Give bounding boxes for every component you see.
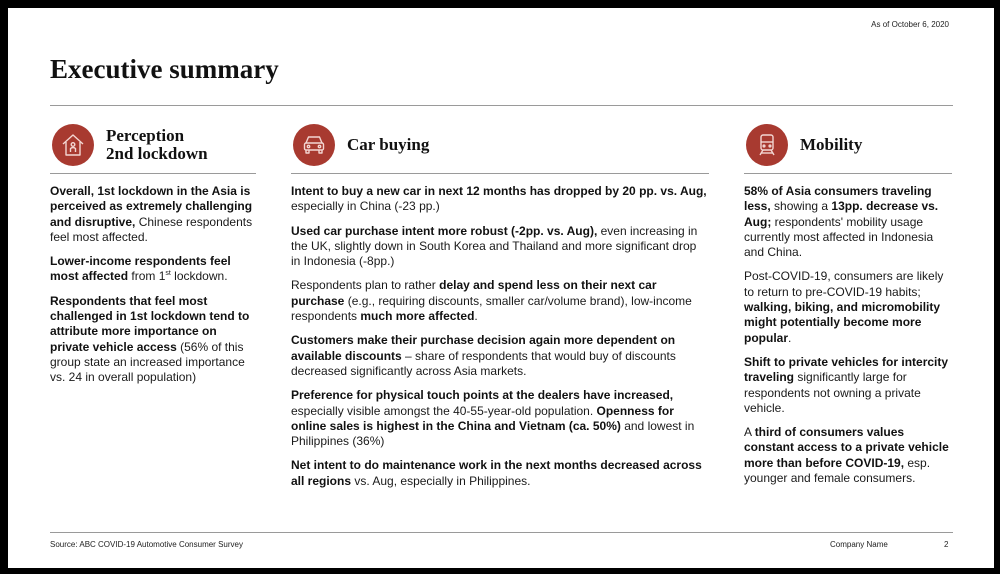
summary-paragraph [50,184,256,245]
column-paragraphs [291,184,709,489]
text: (e.g., requiring discounts, smaller car/volume brand), low-income respondents [291,293,692,324]
as-of-date: As of October 6, 2020 [871,20,949,29]
bold-text: walking, biking, and micromobility might potentially become more popular [744,300,941,345]
page-title: Executive summary [50,54,279,84]
summary-paragraph [50,294,256,386]
text: Chinese respondents feel most affected. [50,214,253,244]
text: especially visible amongst the 40-55-year-old population. [291,403,597,418]
text: and lowest in Philippines (36%) [291,418,695,449]
footer-divider [50,532,953,533]
text: showing a [770,199,832,214]
summary-paragraph [291,278,709,324]
text: significantly large for respondents not owning a private vehicle. [744,370,921,415]
summary-paragraph [291,333,709,379]
source-note: Source: ABC COVID-19 Automotive Consumer Survey [50,540,243,549]
summary-paragraph [744,184,952,260]
column-car-buying [291,120,709,498]
summary-paragraph [744,269,952,345]
text: vs. Aug, especially in Philippines. [351,473,531,488]
summary-paragraph [291,388,709,449]
bold-text: Preference for physical touch points at the dealers have increased, [291,388,674,403]
text: from 1 [128,269,166,284]
summary-paragraph [50,254,256,285]
house-person-icon [52,124,94,166]
column-perception [50,120,256,395]
bold-text: Overall, 1st lockdown in the Asia is perceived as extremely challenging and disruptive, [50,184,253,229]
bold-text: Lower-income respondents feel most affected [50,254,231,284]
column-header [50,120,256,174]
summary-paragraph [291,224,709,270]
bold-text: Customers make their purchase decision again more dependent on available discounts [291,333,676,363]
text: . [788,330,792,345]
slide [8,8,994,568]
bold-text: Used car purchase intent more robust (-2pp. vs. Aug), [291,223,598,238]
bold-text: 13pp. decrease vs. Aug; [744,199,939,229]
text: esp. younger and female consumers. [744,455,931,486]
text: (56% of this group state an increased importance vs. 24 in overall population) [50,339,245,385]
text: – share of respondents that would buy of discounts decreased significantly across Asia markets. [291,348,676,378]
bold-text: third of consumers values constant access to a private vehicle more than before COVID-19, [744,425,949,470]
bold-text: much more affected [360,309,475,324]
summary-paragraph [291,184,709,215]
train-icon [746,124,788,166]
text: A [744,425,755,440]
text: st [165,270,171,278]
column-mobility [744,120,952,495]
bold-text: Net intent to do maintenance work in the next months decreased across all regions [291,458,702,488]
summary-paragraph [744,425,952,486]
bold-text: delay and spend less on their next car purchase [291,278,657,308]
column-header [744,120,952,174]
column-title: Mobility [800,135,863,155]
company-name: Company Name [830,540,888,549]
text: especially in China (-23 pp.) [291,199,440,214]
car-icon [293,124,335,166]
bold-text: Shift to private vehicles for intercity traveling [744,354,949,385]
column-paragraphs [744,184,952,486]
summary-paragraph [291,458,709,489]
text: even increasing in the UK, slightly down in South Korea and Thailand and more significant drop in Indonesia (-8pp.) [291,223,698,269]
bold-text: Intent to buy a new car in next 12 months has dropped by 20 pp. vs. Aug, [291,184,707,198]
text: . [474,309,478,324]
text: respondents' mobility usage currently most affected in Indonesia and China. [744,214,934,260]
bold-text: Openness for online sales is highest in the China and Vietnam (ca. 50%) [291,403,674,433]
text: Post-COVID-19, consumers are likely to return to pre-COVID-19 habits; [744,269,944,299]
column-title: Perception 2nd lockdown [106,126,208,163]
text: lockdown. [170,269,228,284]
column-paragraphs [50,184,256,386]
column-title: Car buying [347,135,430,155]
column-header [291,120,709,174]
text: Respondents plan to rather [291,278,440,293]
page-number: 2 [944,540,949,549]
title-divider [50,105,953,106]
summary-paragraph [744,355,952,416]
bold-text: 58% of Asia consumers traveling less, [744,184,932,214]
bold-text: Respondents that feel most challenged in 1st lockdown tend to attribute more importance on private vehicle access [50,293,250,354]
